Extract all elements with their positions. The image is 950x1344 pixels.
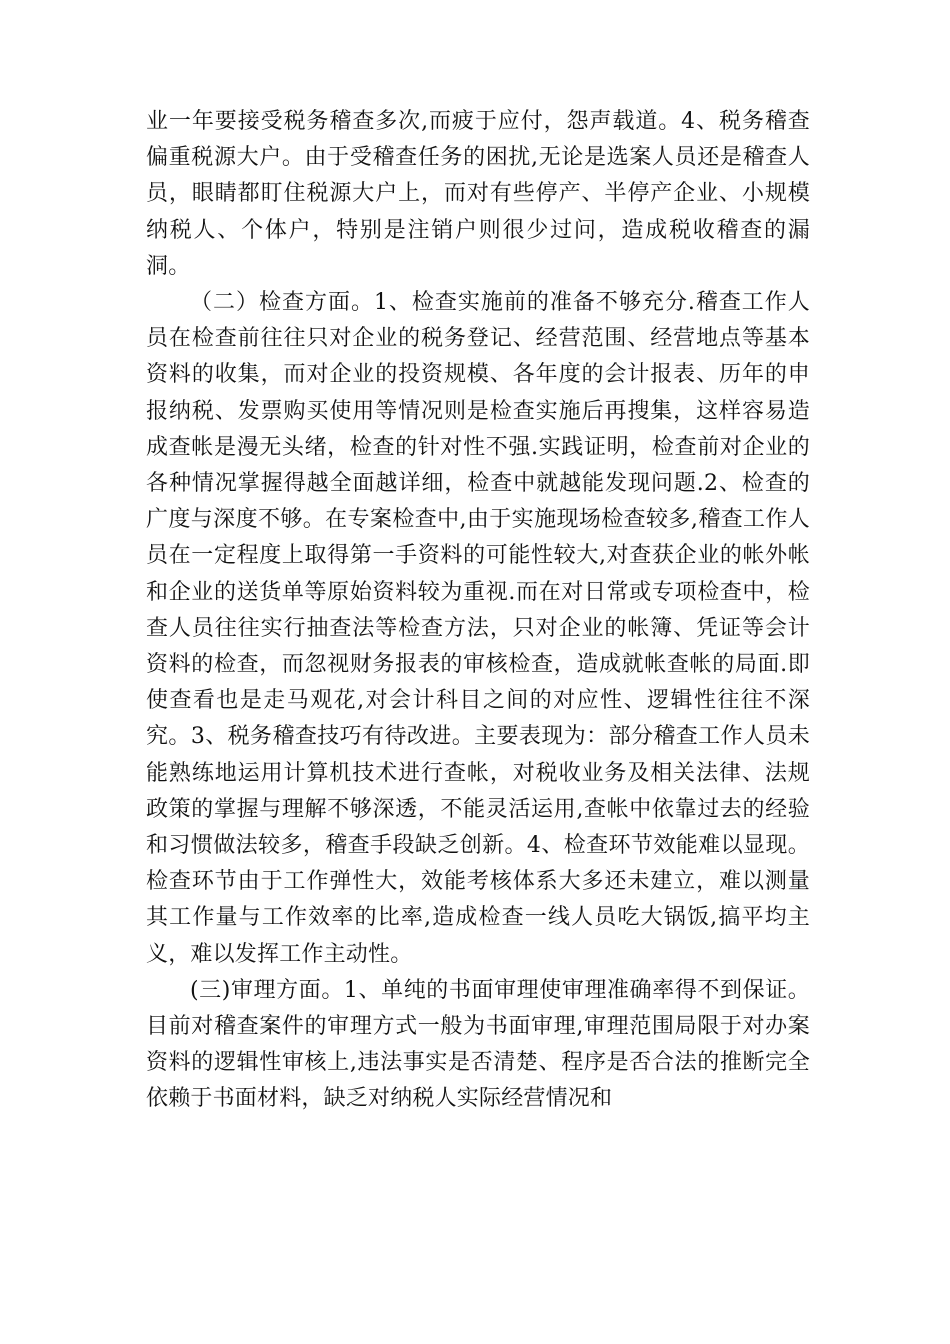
paragraph-3: (三)审理方面。1、单纯的书面审理使审理准确率得不到保证。目前对稽查案件的审理方式一般为书面审理,审理范围局限于对办案资料的逻辑性审核上,违法事实是否清楚、程序是否合法的推断完全依赖于书面材料，缺乏对纳税人实际经营情况和: [146, 977, 810, 1112]
paragraph-2: （二）检查方面。1、检查实施前的准备不够充分.稽查工作人员在检查前往往只对企业的税务登记、经营范围、经营地点等基本资料的收集，而对企业的投资规模、各年度的会计报表、历年的申报纳税、发票购买使用等情况则是检查实施后再搜集，这样容易造成查帐是漫无头绪，检查的针对性不强.实践证明，检查前对企业的各种情况掌握得越全面越详细，检查中就越能发现问题.2、检查的广度与深度不够。在专案检查中,由于实施现场检查较多,稽查工作人员在一定程度上取得第一手资料的可能性较大,对查获企业的帐外帐和企业的送货单等原始资料较为重视.而在对日常或专项检查中，检查人员往往实行抽查法等检查方法，只对企业的帐簿、凭证等会计资料的检查，而忽视财务报表的审核检查，造成就帐查帐的局面.即使查看也是走马观花,对会计科目之间的对应性、逻辑性往往不深究。3、税务稽查技巧有待改进。主要表现为：部分稽查工作人员未能熟练地运用计算机技术进行查帐，对税收业务及相关法律、法规政策的掌握与理解不够深透，不能灵活运用,查帐中依靠过去的经验和习惯做法较多，稽查手段缺乏创新。4、检查环节效能难以显现。检查环节由于工作弹性大，效能考核体系大多还未建立，难以测量其工作量与工作效率的比率,造成检查一线人员吃大锅饭,搞平均主义，难以发挥工作主动性。: [146, 290, 810, 967]
document-body: [146, 104, 810, 1118]
paragraph-1: 业一年要接受税务稽查多次,而疲于应付，怨声载道。4、税务稽查偏重税源大户。由于受稽查任务的困扰,无论是选案人员还是稽查人员，眼睛都盯住税源大户上，而对有些停产、半停产企业、小规模纳税人、个体户，特别是注销户则很少过问，造成税收稽查的漏洞。: [146, 109, 810, 279]
